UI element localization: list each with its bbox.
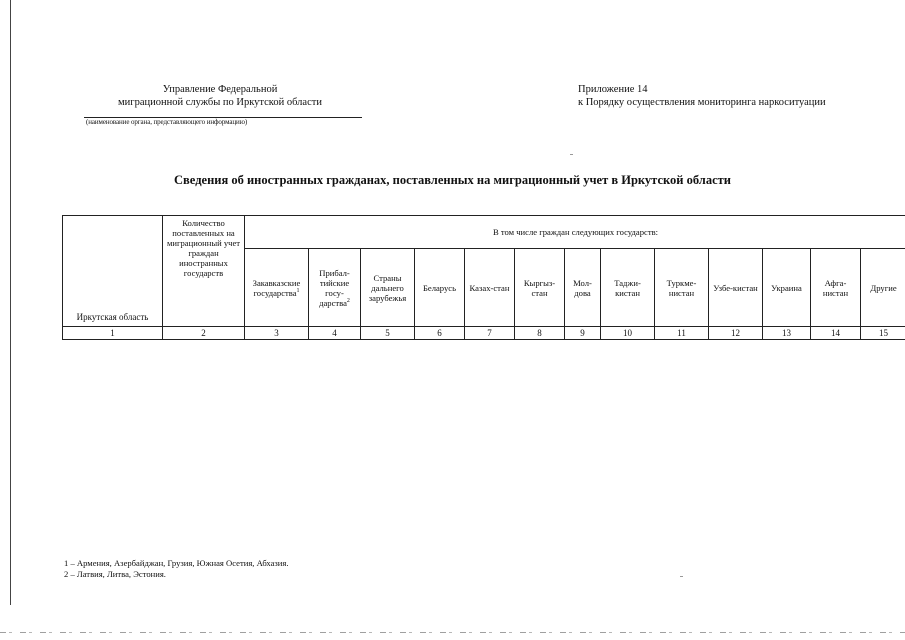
organization-block: [90, 83, 350, 109]
country-header-label: Кыргыз-стан: [523, 277, 556, 298]
footnote-marker: 1: [296, 287, 300, 294]
count-header-cell: [163, 216, 245, 327]
country-header-cell: [415, 249, 465, 327]
country-header-cell: [709, 249, 763, 327]
report-table: [62, 215, 905, 340]
column-number-cell: 8: [515, 327, 565, 340]
country-header-label: Страны дальнего зарубежья: [368, 272, 407, 303]
column-number-cell: 4: [309, 327, 361, 340]
country-header-label: Туркме-нистан: [666, 277, 697, 298]
column-number-cell: 15: [861, 327, 905, 340]
region-header: Иркутская область: [76, 312, 149, 322]
country-header-cell: [361, 249, 415, 327]
group-header: В том числе граждан следующих государств:: [492, 227, 659, 237]
country-header-label: Прибал-тийские госу-дарства: [319, 267, 350, 308]
footnote-marker: 2: [346, 297, 350, 304]
country-header-cell: [811, 249, 861, 327]
footnote-2: 2 – Латвия, Литва, Эстония.: [64, 569, 166, 579]
group-header-cell: [245, 216, 905, 249]
country-header-cell: [763, 249, 811, 327]
document-title: Сведения об иностранных гражданах, поставленных на миграционный учет в Иркутской области: [174, 173, 731, 187]
country-header-label: Узбе-кистан: [713, 282, 758, 293]
country-header-label: Таджи-кистан: [614, 277, 641, 298]
scan-speck: [680, 576, 683, 577]
country-header-label: Мол-дова: [573, 277, 592, 298]
column-number-cell: 7: [465, 327, 515, 340]
count-header: Количество поставленных на миграционный учет граждан иностранных государств: [166, 218, 241, 278]
column-number-cell: 3: [245, 327, 309, 340]
column-number-cell: 13: [763, 327, 811, 340]
country-header-cell: [465, 249, 515, 327]
annex-line-1: Приложение 14: [578, 84, 648, 95]
scan-edge-line: [10, 0, 11, 605]
column-number-cell: 1: [63, 327, 163, 340]
country-header-label: Беларусь: [422, 282, 457, 293]
column-number-cell: 5: [361, 327, 415, 340]
country-header-cell: [309, 249, 361, 327]
organization-caption: (наименование органа, представляющего информацию): [86, 118, 248, 126]
scan-bottom-noise: [0, 632, 905, 633]
country-header-cell: [861, 249, 905, 327]
country-header-cell: [655, 249, 709, 327]
column-number-cell: 12: [709, 327, 763, 340]
column-number-row: [63, 327, 905, 340]
annex-line-2: к Порядку осуществления мониторинга наркоситуации: [578, 97, 826, 108]
annex-block: [578, 83, 826, 109]
country-header-cell: [245, 249, 309, 327]
country-header-cell: [565, 249, 601, 327]
footnote-1: 1 – Армения, Азербайджан, Грузия, Южная Осетия, Абхазия.: [64, 558, 289, 568]
organization-line-2: миграционной службы по Иркутской области: [118, 97, 322, 108]
country-header-label: Казах-стан: [469, 282, 510, 293]
country-header-label: Закавказские государства: [252, 277, 301, 298]
organization-line-1: Управление Федеральной: [162, 84, 278, 95]
column-number-cell: 9: [565, 327, 601, 340]
column-number-cell: 14: [811, 327, 861, 340]
scan-speck: [570, 154, 573, 155]
country-header-label: Афга-нистан: [822, 277, 849, 298]
column-number-cell: 2: [163, 327, 245, 340]
country-header-cell: [515, 249, 565, 327]
column-number-cell: 6: [415, 327, 465, 340]
country-header-label: Другие: [870, 282, 897, 293]
country-header-cell: [601, 249, 655, 327]
column-number-cell: 11: [655, 327, 709, 340]
region-header-cell: [63, 216, 163, 327]
country-header-label: Украина: [771, 282, 802, 293]
footnotes: [64, 558, 288, 580]
column-number-cell: 10: [601, 327, 655, 340]
